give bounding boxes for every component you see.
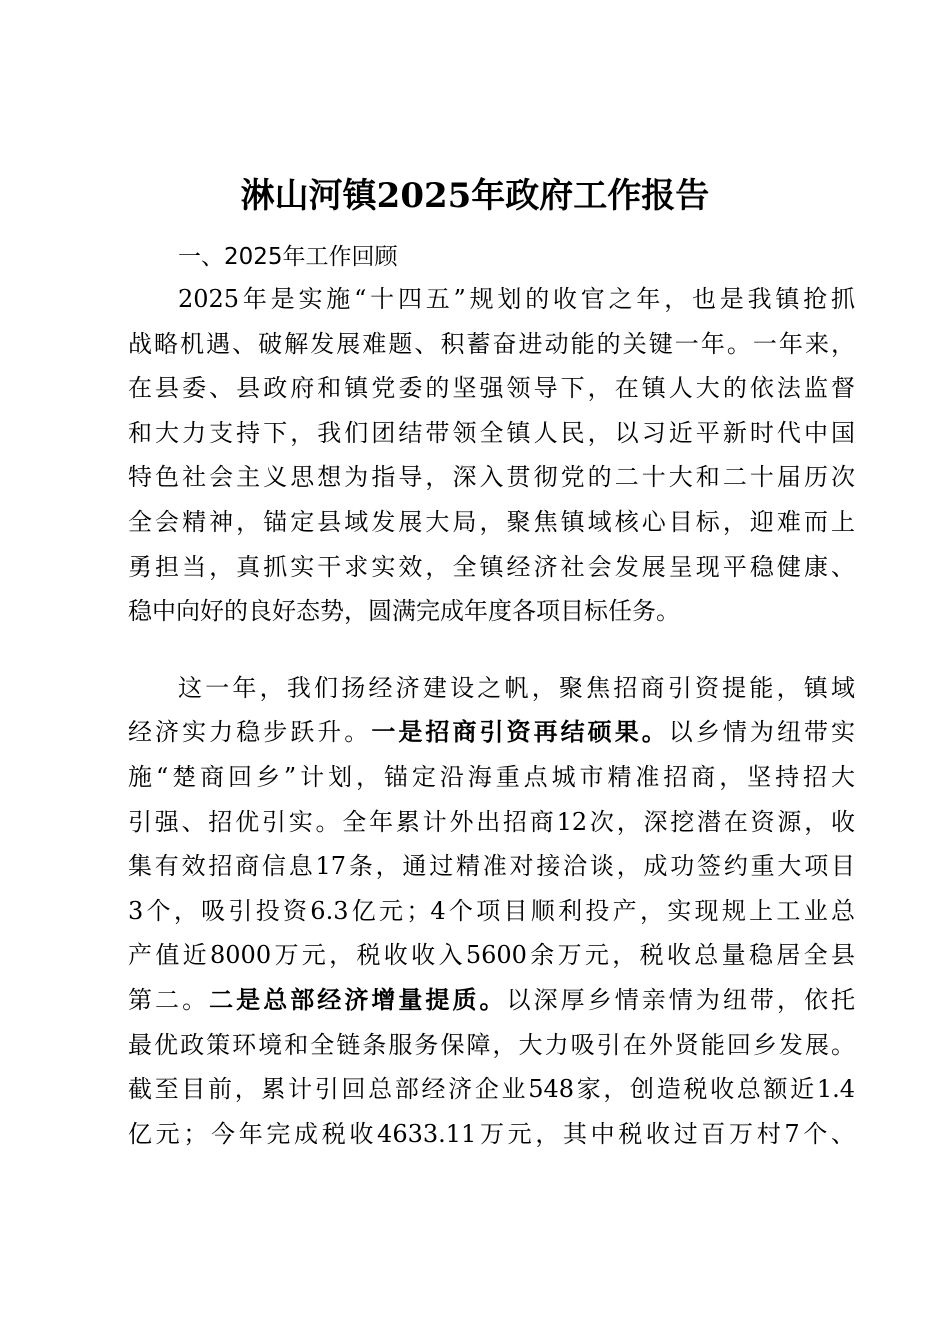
text-line [128, 504, 855, 549]
text-segment: 这一年，我们扬经济建设之帆，聚焦招商引资提能，镇域 [178, 673, 855, 702]
text-segment: 特色社会主义思想为指导，深入贯彻党的二十大和二十届历次 [128, 463, 855, 492]
text-segment: 引强、招优引实。全年累计外出招商12次，深挖潜在资源，收 [128, 807, 855, 836]
text-line [128, 893, 855, 938]
text-segment: 2025年是实施“十四五”规划的收官之年，也是我镇抢抓 [178, 285, 855, 313]
text-line [128, 759, 855, 804]
paragraph [128, 670, 855, 1161]
text-line [128, 415, 855, 460]
document-title: 淋山河镇2025年政府工作报告 [240, 176, 710, 216]
text-segment: 第二。 [128, 985, 210, 1014]
text-line [128, 937, 855, 982]
text-segment: 经济实力稳步跃升。 [128, 718, 372, 747]
text-segment: 集有效招商信息17条，通过精准对接洽谈，成功签约重大项目 [128, 852, 855, 881]
document-body [128, 281, 855, 1192]
text-segment: 在县委、县政府和镇党委的坚强领导下，在镇人大的依法监督 [128, 374, 855, 403]
text-line [128, 370, 855, 415]
text-line [128, 326, 855, 371]
section-heading: 一、2025年工作回顾 [178, 244, 398, 270]
text-segment: 稳中向好的良好态势，圆满完成年度各项目标任务。 [128, 597, 680, 626]
text-line [128, 549, 855, 594]
text-line [128, 804, 855, 849]
text-line [128, 1116, 855, 1161]
text-line [128, 1071, 855, 1116]
text-segment: 最优政策环境和全链条服务保障，大力吸引在外贤能回乡发展。 [128, 1030, 855, 1059]
text-line [128, 848, 855, 893]
text-segment: 3个，吸引投资6.3亿元；4个项目顺利投产，实现规上工业总 [128, 896, 855, 925]
bold-subheading: 一是招商引资再结硕果。 [371, 717, 669, 747]
text-segment: 以深厚乡情亲情为纽带，依托 [506, 985, 856, 1014]
text-line [128, 1027, 855, 1072]
text-segment: 和大力支持下，我们团结带领全镇人民，以习近平新时代中国 [128, 418, 855, 447]
text-segment: 勇担当，真抓实干求实效，全镇经济社会发展呈现平稳健康、 [128, 552, 855, 581]
text-segment: 以乡情为纽带实 [668, 718, 856, 747]
text-line [128, 714, 855, 759]
text-segment: 亿元；今年完成税收4633.11万元，其中税收过百万村7个、 [128, 1119, 855, 1148]
text-line [128, 459, 855, 504]
text-segment: 全会精神，锚定县域发展大局，聚焦镇域核心目标，迎难而上 [128, 507, 855, 536]
text-segment: 截至目前，累计引回总部经济企业548家，创造税收总额近1.4 [128, 1075, 855, 1104]
text-line [128, 982, 855, 1027]
text-line [128, 281, 855, 326]
text-line [128, 670, 855, 715]
bold-subheading: 二是总部经济增量提质。 [209, 984, 507, 1014]
paragraph [128, 281, 855, 638]
text-segment: 产值近8000万元，税收收入5600余万元，税收总量稳居全县 [128, 941, 855, 970]
text-segment: 战略机遇、破解发展难题、积蓄奋进动能的关键一年。一年来， [128, 329, 855, 358]
text-line [128, 593, 855, 638]
text-segment: 施“楚商回乡”计划，锚定沿海重点城市精准招商，坚持招大 [128, 762, 855, 791]
